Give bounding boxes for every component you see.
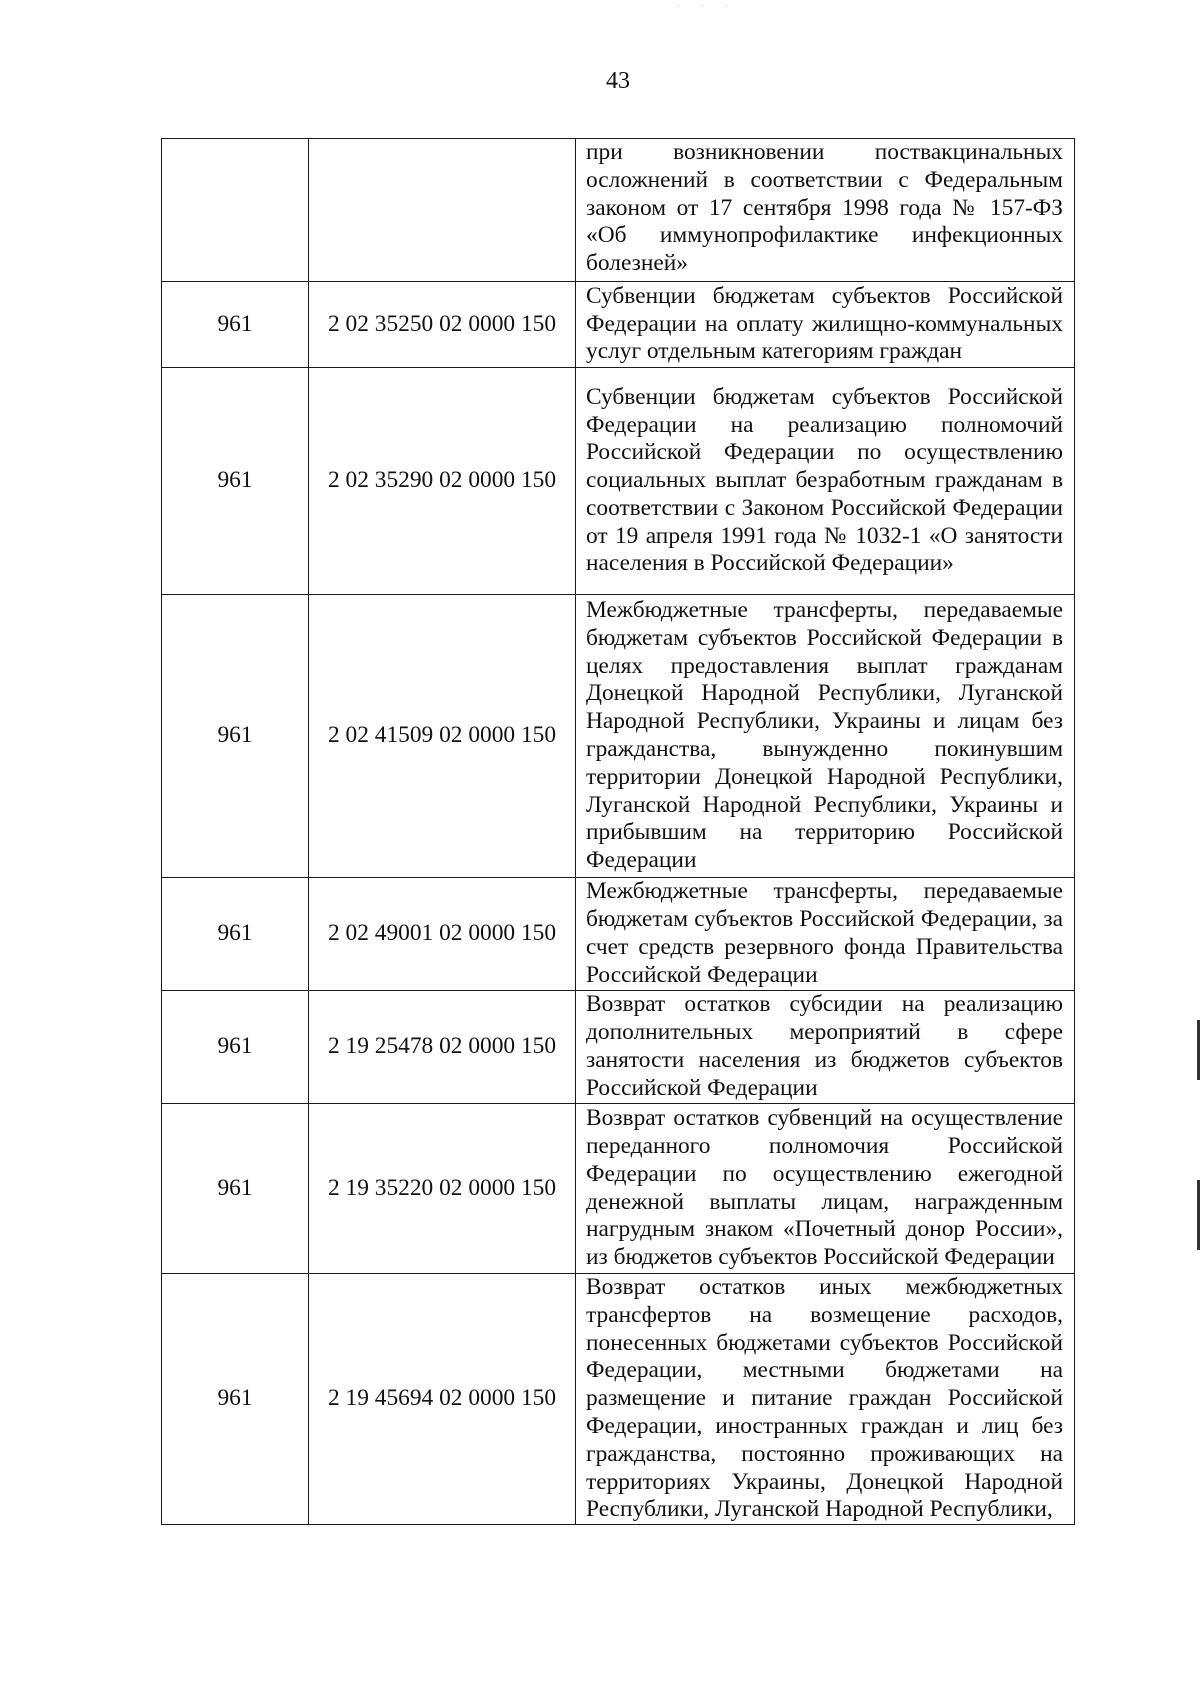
budget-code-cell: 2 02 35250 02 0000 150 <box>309 282 576 368</box>
admin-code-cell: 961 <box>162 595 309 878</box>
admin-code-cell: 961 <box>162 1274 309 1525</box>
page-number: 43 <box>606 68 630 94</box>
budget-code-cell: 2 19 45694 02 0000 150 <box>309 1274 576 1525</box>
table-body <box>162 139 1075 1525</box>
income-name-cell: Возврат остатков субвенций на осуществление переданного полномочия Российской Федерации по осуществлению ежегодной денежной выплаты лицам, награжденным нагрудным знаком «Почетный донор России», из бюджетов субъектов Российской Федерации <box>576 1104 1075 1274</box>
admin-code-cell: 961 <box>162 368 309 595</box>
income-name-cell: Межбюджетные трансферты, передаваемые бюджетам субъектов Российской Федерации, за счет средств резервного фонда Правительства Российской Федерации <box>576 878 1075 991</box>
table-row <box>162 139 1075 282</box>
income-name-cell: Возврат остатков иных межбюджетных трансфертов на возмещение расходов, понесенных бюджетами субъектов Российской Федерации, местными бюджетами на размещение и питание граждан Российской Федерации, иностранных граждан и лиц без гражданства, постоянно проживающих на территориях Украины, Донецкой Народной Республики, Луганской Народной Республики, <box>576 1274 1075 1525</box>
table-row <box>162 1104 1075 1274</box>
budget-code-cell: 2 02 35290 02 0000 150 <box>309 368 576 595</box>
table-row <box>162 282 1075 368</box>
budget-code-cell: 2 02 49001 02 0000 150 <box>309 878 576 991</box>
table-row <box>162 368 1075 595</box>
admin-code-cell: 961 <box>162 282 309 368</box>
budget-code-cell: 2 02 41509 02 0000 150 <box>309 595 576 878</box>
table-row <box>162 878 1075 991</box>
budget-code-cell <box>309 139 576 282</box>
admin-code-cell: 961 <box>162 991 309 1104</box>
income-name-cell: Субвенции бюджетам субъектов Российской Федерации на реализацию полномочий Российской Федерации по осуществлению социальных выплат безработным гражданам в соответствии с Законом Российской Федерации от 19 апреля 1991 года № 1032-1 «О занятости населения в Российской Федерации» <box>576 368 1075 595</box>
budget-code-cell: 2 19 25478 02 0000 150 <box>309 991 576 1104</box>
scan-speck: · · · <box>676 2 738 11</box>
budget-code-cell: 2 19 35220 02 0000 150 <box>309 1104 576 1274</box>
table-row <box>162 1274 1075 1525</box>
income-name-cell: Субвенции бюджетам субъектов Российской Федерации на оплату жилищно-коммунальных услуг отдельным категориям граждан <box>576 282 1075 368</box>
table-row <box>162 991 1075 1104</box>
income-name-cell: при возникновении поствакцинальных осложнений в соответствии с Федеральным законом от 17 сентября 1998 года № 157-ФЗ «Об иммунопрофилактике инфекционных болезней» <box>576 139 1075 282</box>
table-row <box>162 595 1075 878</box>
budget-codes-table <box>161 138 1075 1525</box>
income-name-cell: Межбюджетные трансферты, передаваемые бюджетам субъектов Российской Федерации в целях предоставления выплат гражданам Донецкой Народной Республики, Луганской Народной Республики, Украины и лицам без гражданства, вынужденно покинувшим территории Донецкой Народной Республики, Луганской Народной Республики, Украины и прибывшим на территорию Российской Федерации <box>576 595 1075 878</box>
income-name-cell: Возврат остатков субсидии на реализацию дополнительных мероприятий в сфере занятости населения из бюджетов субъектов Российской Федерации <box>576 991 1075 1104</box>
admin-code-cell: 961 <box>162 878 309 991</box>
admin-code-cell <box>162 139 309 282</box>
admin-code-cell: 961 <box>162 1104 309 1274</box>
